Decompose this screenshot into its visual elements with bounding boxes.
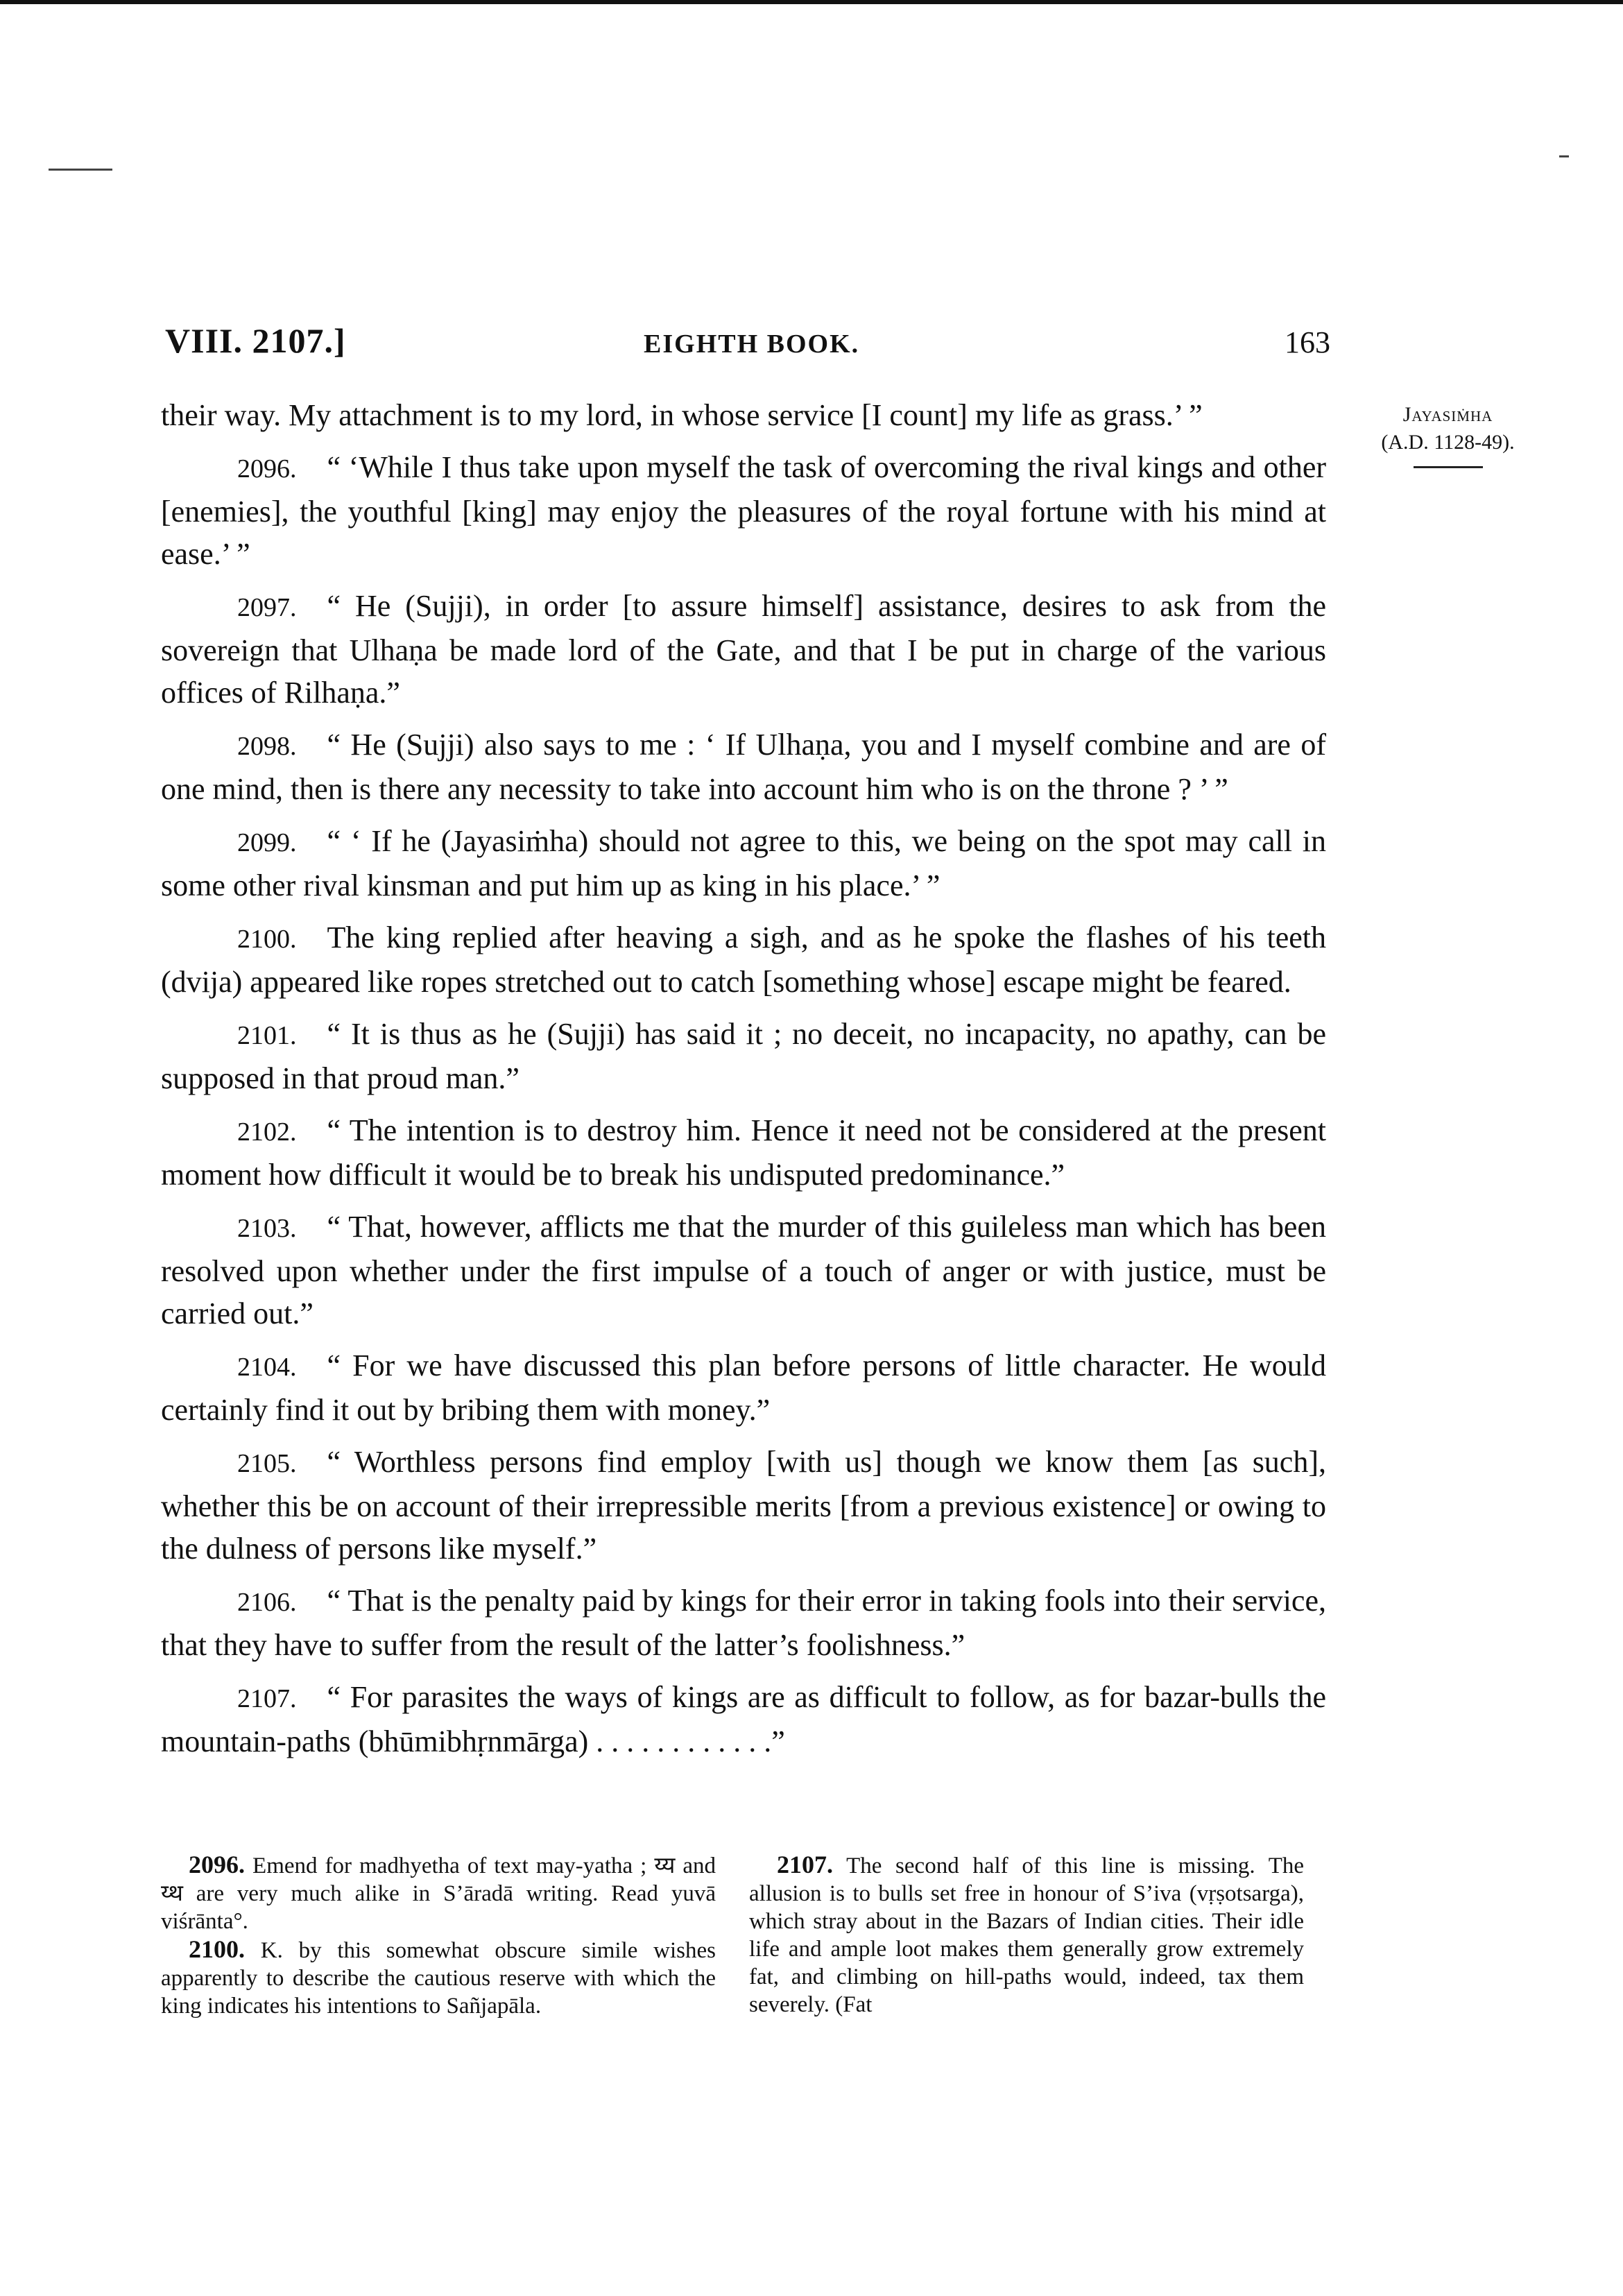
verse-text: “ He (Sujji) also says to me : ‘ If Ulhaṇa, you and I myself combine and are of one mind, then is there any necessity to take into account him who is on the throne ? ’ ” xyxy=(161,728,1326,806)
verse-paragraph xyxy=(161,446,1326,575)
verse-number: 2097. xyxy=(237,593,297,622)
footnote-text: Emend for madhyetha of text may-yatha ; य्य and य्थ are very much alike in S’āradā writing. Read yuvā viśrānta°. xyxy=(161,1853,716,1934)
verse-number: 2099. xyxy=(237,828,297,857)
verse-number: 2106. xyxy=(237,1588,297,1617)
footnote-number: 2100. xyxy=(189,1935,245,1963)
verse-number: 2103. xyxy=(237,1214,297,1243)
margin-sidenote xyxy=(1377,401,1519,468)
verse-text: The king replied after heaving a sigh, and as he spoke the flashes of his teeth (dvija) appeared like ropes stretched out to catch [something whose] escape might be feared. xyxy=(161,920,1326,999)
verse-number: 2098. xyxy=(237,732,297,761)
verse-paragraph xyxy=(161,1676,1326,1763)
verse-text: “ ‘ If he (Jayasiṁha) should not agree to this, we being on the spot may call in some other rival kinsman and put him up as king in his place.’ ” xyxy=(161,824,1326,902)
verse-text: “ That, however, afflicts me that the murder of this guileless man which has been resolved upon whether under the first impulse of a touch of anger or with justice, must be carried out.” xyxy=(161,1210,1326,1330)
verse-number: 2101. xyxy=(237,1021,297,1050)
footnote xyxy=(161,1851,716,1935)
verse-paragraph xyxy=(161,1206,1326,1335)
verse-text: “ For we have discussed this plan before persons of little character. He would certainly find it out by bribing them with money.” xyxy=(161,1348,1326,1427)
verse-text: “ For parasites the ways of kings are as difficult to follow, as for bazar-bulls the mountain-paths (bhūmibhṛnmārga) . . . . . . . . . . . .” xyxy=(161,1680,1326,1758)
verse-paragraph xyxy=(161,916,1326,1003)
verse-paragraph xyxy=(161,394,1326,436)
page-number: 163 xyxy=(1285,325,1330,359)
verse-paragraph xyxy=(161,1579,1326,1666)
verse-number: 2096. xyxy=(237,454,297,483)
verse-paragraph xyxy=(161,820,1326,907)
footnote-number: 2107. xyxy=(777,1851,833,1878)
verse-number: 2107. xyxy=(237,1684,297,1713)
sidenote-dates: (A.D. 1128-49). xyxy=(1381,431,1515,454)
verse-number: 2105. xyxy=(237,1449,297,1478)
footnote-text: The second half of this line is missing. The allusion is to bulls set free in honour of S’iva (vṛṣotsarga), which stray about in the Bazars of Indian cities. Their idle life and ample loot makes them generally grow extremely fat, and climbing on hill-paths would, indeed, tax them severely. (Fat xyxy=(749,1853,1304,2017)
book-title: EIGHTH BOOK. xyxy=(644,329,860,359)
footnotes-left-column xyxy=(161,1851,716,2020)
verse-text: “ ‘While I thus take upon myself the task of overcoming the rival kings and other [enemies], the youthful [king] may enjoy the pleasures of the royal fortune with his mind at ease.’ ” xyxy=(161,450,1326,571)
verse-text: “ The intention is to destroy him. Hence it need not be considered at the present moment how difficult it would be to break his undisputed predominance.” xyxy=(161,1113,1326,1192)
verse-paragraph xyxy=(161,723,1326,810)
page-top-edge xyxy=(0,0,1623,4)
footnotes-right-column xyxy=(749,1851,1304,2019)
verse-paragraph xyxy=(161,585,1326,714)
verse-number: 2104. xyxy=(237,1353,297,1382)
margin-mark xyxy=(1559,155,1569,157)
verse-paragraph xyxy=(161,1109,1326,1196)
verse-text: “ Worthless persons find employ [with us] though we know them [as such], whether this be on account of their irrepressible merits [from a previous existence] or owing to the dulness of persons like myself.” xyxy=(161,1445,1326,1566)
footnote xyxy=(749,1851,1304,2019)
sidenote-name: Jayasiṁha xyxy=(1402,403,1493,426)
verse-number: 2100. xyxy=(237,925,297,954)
footnote-number: 2096. xyxy=(189,1851,245,1878)
section-reference: VIII. 2107.] xyxy=(165,321,346,360)
verse-paragraph xyxy=(161,1441,1326,1570)
verse-paragraph xyxy=(161,1013,1326,1099)
margin-mark xyxy=(49,169,112,171)
verse-text: “ That is the penalty paid by kings for their error in taking fools into their service, that they have to suffer from the result of the latter’s foolishness.” xyxy=(161,1584,1326,1662)
verse-text: their way. My attachment is to my lord, in whose service [I count] my life as grass.’ ” xyxy=(161,398,1203,432)
verse-number: 2102. xyxy=(237,1117,297,1147)
running-header xyxy=(165,320,1330,369)
sidenote-rule xyxy=(1414,466,1483,468)
verse-text: “ It is thus as he (Sujji) has said it ; no deceit, no incapacity, no apathy, can be supposed in that proud man.” xyxy=(161,1017,1326,1095)
verse-text: “ He (Sujji), in order [to assure himself] assistance, desires to ask from the sovereign that Ulhaṇa be made lord of the Gate, and that I be put in charge of the various offices of Rilhaṇa.” xyxy=(161,589,1326,710)
footnote-text: K. by this somewhat obscure simile wishes apparently to describe the cautious reserve with which the king indicates his intentions to Sañjapāla. xyxy=(161,1938,716,2019)
verse-paragraph xyxy=(161,1344,1326,1431)
footnote xyxy=(161,1935,716,2020)
main-text xyxy=(161,394,1326,1763)
